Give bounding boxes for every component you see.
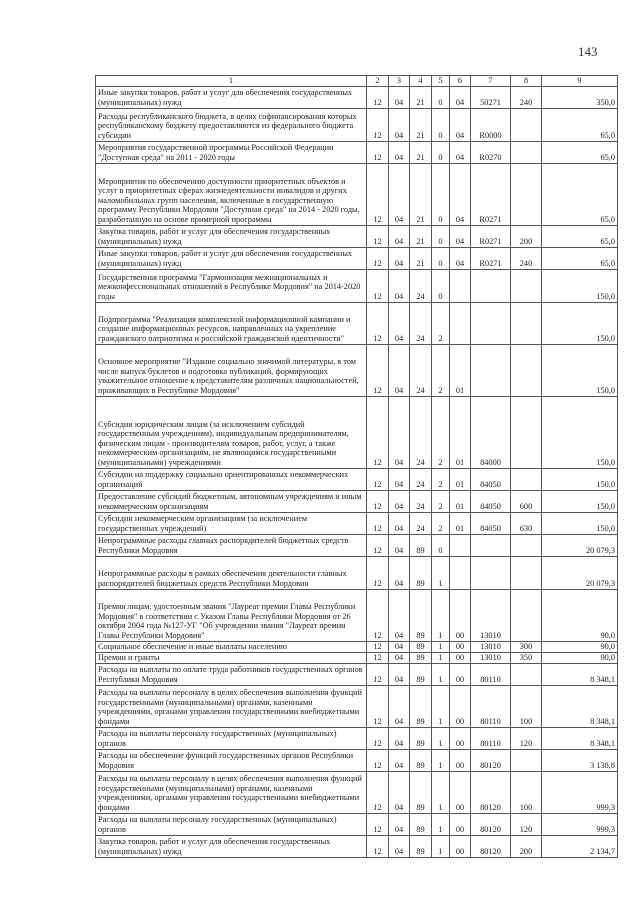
cell-amount: 150,0 <box>542 269 618 302</box>
cell-code-subprogram: 00 <box>450 813 471 835</box>
cell-code-expense-type <box>511 163 542 225</box>
cell-code-section: 04 <box>389 589 410 641</box>
cell-code-subsection: 21 <box>410 108 432 141</box>
cell-expense-name: Непрограммные расходы в рамках обеспечения деятельности главных распорядителей бюджетных средств Республики Мордовия <box>96 556 367 589</box>
cell-code-subprogram: 04 <box>450 247 471 269</box>
cell-code-target: 50271 <box>471 86 511 108</box>
cell-code-subsection: 24 <box>410 468 432 490</box>
cell-code-ministry: 12 <box>367 468 389 490</box>
table-row <box>96 685 618 727</box>
table-row <box>96 556 618 589</box>
cell-code-ministry: 12 <box>367 302 389 344</box>
cell-code-subsection: 24 <box>410 490 432 512</box>
cell-code-expense-type: 350 <box>511 652 542 663</box>
cell-code-expense-type <box>511 468 542 490</box>
table-row <box>96 108 618 141</box>
cell-expense-name: Мероприятия по обеспечению доступности приоритетных объектов и услуг в приоритетных сферах жизнедеятельности инвалидов и других маломобильных групп населения, включенные в государственную программу Республики Мордовия "Доступная среда" на 2014 - 2020 годы, разработанную на основе примерной программы <box>96 163 367 225</box>
cell-code-section: 04 <box>389 269 410 302</box>
cell-expense-name: Субсидии на поддержку социально ориентированных некоммерческих организаций <box>96 468 367 490</box>
cell-code-ministry: 12 <box>367 749 389 771</box>
table-row <box>96 344 618 396</box>
cell-code-subprogram: 00 <box>450 835 471 857</box>
cell-expense-name: Расходы на выплаты по оплате труда работников государственных органов Республики Мордовия <box>96 663 367 685</box>
cell-code-program: 0 <box>432 108 450 141</box>
cell-code-section: 04 <box>389 727 410 749</box>
cell-amount: 8 348,1 <box>542 663 618 685</box>
cell-code-program: 1 <box>432 771 450 813</box>
cell-code-section: 04 <box>389 813 410 835</box>
cell-code-ministry: 12 <box>367 589 389 641</box>
table-row <box>96 269 618 302</box>
cell-code-program: 1 <box>432 641 450 652</box>
cell-code-program: 1 <box>432 652 450 663</box>
cell-code-section: 04 <box>389 663 410 685</box>
cell-amount: 350,0 <box>542 86 618 108</box>
cell-expense-name: Расходы на выплаты персоналу в целях обеспечения выполнения функций государственными (муниципальными) органами, казенными учреждениями, органами управления государственными внебюджетными фондами <box>96 771 367 813</box>
cell-code-section: 04 <box>389 86 410 108</box>
cell-code-target: 80120 <box>471 813 511 835</box>
cell-code-program: 1 <box>432 813 450 835</box>
cell-code-target: 80110 <box>471 727 511 749</box>
cell-expense-name: Социальное обеспечение и иные выплаты населению <box>96 641 367 652</box>
cell-amount: 8 348,1 <box>542 727 618 749</box>
cell-code-expense-type <box>511 141 542 163</box>
cell-code-ministry: 12 <box>367 685 389 727</box>
cell-code-target <box>471 302 511 344</box>
table-row <box>96 302 618 344</box>
cell-code-target: 80120 <box>471 835 511 857</box>
cell-code-program: 0 <box>432 225 450 247</box>
cell-code-ministry: 12 <box>367 108 389 141</box>
cell-code-subsection: 21 <box>410 141 432 163</box>
table-row <box>96 813 618 835</box>
cell-code-target: 13010 <box>471 589 511 641</box>
cell-expense-name: Расходы на выплаты персоналу государственных (муниципальных) органов <box>96 727 367 749</box>
table-row <box>96 512 618 534</box>
cell-code-subsection: 89 <box>410 727 432 749</box>
cell-code-target: 84050 <box>471 468 511 490</box>
page-number: 143 <box>578 44 598 59</box>
cell-expense-name: Непрограммные расходы главных распорядителей бюджетных средств Республики Мордовия <box>96 534 367 556</box>
cell-code-section: 04 <box>389 556 410 589</box>
cell-code-target: 84050 <box>471 512 511 534</box>
cell-expense-name: Мероприятия государственной программы Российской Федерации "Доступная среда" на 2011 - 2020 годы <box>96 141 367 163</box>
cell-code-target: 80120 <box>471 771 511 813</box>
cell-code-ministry: 12 <box>367 225 389 247</box>
cell-code-section: 04 <box>389 685 410 727</box>
cell-code-target <box>471 556 511 589</box>
cell-expense-name: Премии и гранты <box>96 652 367 663</box>
cell-code-program: 2 <box>432 490 450 512</box>
column-header-1: 1 <box>96 76 367 87</box>
cell-code-subprogram: 01 <box>450 468 471 490</box>
cell-code-program: 1 <box>432 749 450 771</box>
cell-code-program: 0 <box>432 534 450 556</box>
cell-code-expense-type: 240 <box>511 247 542 269</box>
cell-code-ministry: 12 <box>367 247 389 269</box>
cell-amount: 65,0 <box>542 141 618 163</box>
cell-amount: 150,0 <box>542 512 618 534</box>
cell-code-expense-type <box>511 589 542 641</box>
cell-code-program: 2 <box>432 344 450 396</box>
cell-code-subprogram: 00 <box>450 727 471 749</box>
column-header-2: 2 <box>367 76 389 87</box>
cell-code-ministry: 12 <box>367 641 389 652</box>
cell-amount: 150,0 <box>542 302 618 344</box>
cell-code-ministry: 12 <box>367 835 389 857</box>
cell-code-target <box>471 269 511 302</box>
cell-code-section: 04 <box>389 749 410 771</box>
cell-code-target: 80120 <box>471 749 511 771</box>
cell-code-section: 04 <box>389 344 410 396</box>
cell-code-ministry: 12 <box>367 663 389 685</box>
cell-code-ministry: 12 <box>367 771 389 813</box>
cell-expense-name: Государственная программа "Гармонизация межнациональных и межконфессиональных отношений в Республике Мордовия" на 2014-2020 годы <box>96 269 367 302</box>
cell-code-target: 80110 <box>471 663 511 685</box>
cell-code-program: 1 <box>432 556 450 589</box>
table-row <box>96 163 618 225</box>
cell-code-target <box>471 534 511 556</box>
cell-code-section: 04 <box>389 835 410 857</box>
cell-expense-name: Субсидии некоммерческим организациям (за исключением государственных учреждений) <box>96 512 367 534</box>
cell-code-subsection: 21 <box>410 247 432 269</box>
cell-code-subsection: 24 <box>410 344 432 396</box>
cell-code-section: 04 <box>389 163 410 225</box>
cell-code-section: 04 <box>389 512 410 534</box>
cell-code-program: 2 <box>432 302 450 344</box>
table-row <box>96 771 618 813</box>
cell-code-expense-type <box>511 556 542 589</box>
cell-code-subprogram: 00 <box>450 749 471 771</box>
cell-code-subprogram: 01 <box>450 512 471 534</box>
table-row <box>96 749 618 771</box>
cell-code-ministry: 12 <box>367 534 389 556</box>
cell-code-subsection: 24 <box>410 269 432 302</box>
cell-code-section: 04 <box>389 225 410 247</box>
cell-code-expense-type: 300 <box>511 641 542 652</box>
cell-expense-name: Закупка товаров, работ и услуг для обеспечения государственных (муниципальных) нужд <box>96 225 367 247</box>
cell-code-section: 04 <box>389 490 410 512</box>
cell-code-section: 04 <box>389 302 410 344</box>
table-row <box>96 247 618 269</box>
cell-expense-name: Закупка товаров, работ и услуг для обеспечения государственных (муниципальных) нужд <box>96 835 367 857</box>
cell-code-expense-type <box>511 269 542 302</box>
table-row <box>96 468 618 490</box>
cell-code-program: 1 <box>432 727 450 749</box>
cell-code-target: 80110 <box>471 685 511 727</box>
cell-code-expense-type: 120 <box>511 813 542 835</box>
cell-code-target: 13010 <box>471 652 511 663</box>
cell-code-expense-type <box>511 534 542 556</box>
cell-code-ministry: 12 <box>367 652 389 663</box>
cell-code-program: 1 <box>432 685 450 727</box>
cell-code-expense-type <box>511 302 542 344</box>
cell-code-ministry: 12 <box>367 141 389 163</box>
cell-code-subsection: 21 <box>410 225 432 247</box>
cell-code-expense-type <box>511 396 542 468</box>
cell-code-expense-type: 200 <box>511 835 542 857</box>
column-header-4: 4 <box>410 76 432 87</box>
cell-amount: 20 079,3 <box>542 556 618 589</box>
table-row <box>96 534 618 556</box>
cell-code-ministry: 12 <box>367 490 389 512</box>
cell-code-subprogram: 00 <box>450 685 471 727</box>
cell-code-subprogram: 00 <box>450 771 471 813</box>
cell-expense-name: Расходы на обеспечение функций государственных органов Республики Мордовия <box>96 749 367 771</box>
table-row <box>96 589 618 641</box>
cell-code-subprogram: 00 <box>450 652 471 663</box>
cell-code-subprogram: 04 <box>450 141 471 163</box>
cell-code-section: 04 <box>389 396 410 468</box>
table-body <box>96 86 618 857</box>
cell-code-program: 0 <box>432 163 450 225</box>
column-header-8: 8 <box>511 76 542 87</box>
cell-amount: 65,0 <box>542 225 618 247</box>
cell-amount: 999,3 <box>542 771 618 813</box>
cell-code-subprogram: 01 <box>450 490 471 512</box>
cell-code-subprogram <box>450 302 471 344</box>
cell-code-subsection: 24 <box>410 396 432 468</box>
cell-expense-name: Основное мероприятие "Издание социально значимой литературы, в том числе выпуск буклетов и подготовка публикаций, формирующих уважительное отношение к представителям различных национальностей, проживающих в Республике Мордовия" <box>96 344 367 396</box>
cell-code-subsection: 89 <box>410 771 432 813</box>
cell-code-expense-type: 630 <box>511 512 542 534</box>
cell-code-subsection: 24 <box>410 302 432 344</box>
cell-code-ministry: 12 <box>367 556 389 589</box>
cell-code-section: 04 <box>389 652 410 663</box>
cell-code-subprogram: 01 <box>450 396 471 468</box>
cell-code-target: R0271 <box>471 247 511 269</box>
cell-code-expense-type <box>511 344 542 396</box>
table-row <box>96 727 618 749</box>
cell-code-subprogram <box>450 534 471 556</box>
table-row <box>96 141 618 163</box>
cell-code-subsection: 89 <box>410 652 432 663</box>
cell-code-target: R0271 <box>471 225 511 247</box>
table-row <box>96 663 618 685</box>
cell-amount: 65,0 <box>542 108 618 141</box>
cell-code-program: 0 <box>432 247 450 269</box>
cell-code-expense-type <box>511 749 542 771</box>
cell-code-target: R0271 <box>471 163 511 225</box>
cell-code-subsection: 89 <box>410 534 432 556</box>
cell-amount: 3 138,8 <box>542 749 618 771</box>
cell-code-ministry: 12 <box>367 512 389 534</box>
cell-code-expense-type: 100 <box>511 685 542 727</box>
cell-amount: 150,0 <box>542 468 618 490</box>
cell-code-ministry: 12 <box>367 86 389 108</box>
cell-code-program: 0 <box>432 86 450 108</box>
cell-expense-name: Иные закупки товаров, работ и услуг для обеспечения государственных (муниципальных) нужд <box>96 247 367 269</box>
cell-amount: 150,0 <box>542 396 618 468</box>
cell-amount: 90,0 <box>542 641 618 652</box>
cell-code-program: 2 <box>432 512 450 534</box>
cell-code-target: 84000 <box>471 396 511 468</box>
cell-code-subsection: 89 <box>410 641 432 652</box>
cell-code-expense-type <box>511 108 542 141</box>
table-row <box>96 86 618 108</box>
cell-code-program: 2 <box>432 468 450 490</box>
column-header-3: 3 <box>389 76 410 87</box>
column-header-9: 9 <box>542 76 618 87</box>
cell-code-subprogram: 04 <box>450 108 471 141</box>
cell-amount: 999,3 <box>542 813 618 835</box>
cell-expense-name: Расходы на выплаты персоналу в целях обеспечения выполнения функций государственными (муниципальными) органами, казенными учреждениями, органами управления государственными внебюджетными фондами <box>96 685 367 727</box>
cell-code-section: 04 <box>389 534 410 556</box>
cell-code-program: 1 <box>432 663 450 685</box>
cell-code-program: 1 <box>432 589 450 641</box>
cell-expense-name: Субсидии юридическим лицам (за исключением субсидий государственным учреждениям), индивидуальным предпринимателям, физическим лицам - производителям товаров, работ, услуг, а также некоммерческим организациям, не являющимся государственными (муниципальными) учреждениями <box>96 396 367 468</box>
cell-code-ministry: 12 <box>367 163 389 225</box>
cell-code-ministry: 12 <box>367 727 389 749</box>
cell-amount: 90,0 <box>542 589 618 641</box>
cell-code-target <box>471 344 511 396</box>
table-row <box>96 490 618 512</box>
cell-code-expense-type: 200 <box>511 225 542 247</box>
cell-code-subprogram <box>450 269 471 302</box>
cell-code-subsection: 21 <box>410 86 432 108</box>
cell-code-expense-type: 100 <box>511 771 542 813</box>
cell-expense-name: Предоставление субсидий бюджетным, автономным учреждениям и иным некоммерческим организациям <box>96 490 367 512</box>
cell-code-section: 04 <box>389 771 410 813</box>
cell-code-subsection: 21 <box>410 163 432 225</box>
cell-code-ministry: 12 <box>367 813 389 835</box>
cell-code-subprogram: 00 <box>450 663 471 685</box>
cell-code-section: 04 <box>389 247 410 269</box>
cell-code-target: 84050 <box>471 490 511 512</box>
cell-code-section: 04 <box>389 468 410 490</box>
table-row <box>96 641 618 652</box>
cell-amount: 20 079,3 <box>542 534 618 556</box>
cell-code-program: 0 <box>432 141 450 163</box>
table-row <box>96 225 618 247</box>
column-header-7: 7 <box>471 76 511 87</box>
cell-code-section: 04 <box>389 641 410 652</box>
cell-code-subsection: 89 <box>410 813 432 835</box>
cell-amount: 2 134,7 <box>542 835 618 857</box>
cell-code-subsection: 89 <box>410 685 432 727</box>
cell-code-subsection: 89 <box>410 556 432 589</box>
cell-code-subprogram: 00 <box>450 641 471 652</box>
cell-code-target: R0000 <box>471 108 511 141</box>
cell-code-expense-type: 120 <box>511 727 542 749</box>
column-header-5: 5 <box>432 76 450 87</box>
cell-code-expense-type <box>511 663 542 685</box>
cell-expense-name: Расходы на выплаты персоналу государственных (муниципальных) органов <box>96 813 367 835</box>
cell-amount: 150,0 <box>542 490 618 512</box>
cell-code-ministry: 12 <box>367 269 389 302</box>
cell-amount: 65,0 <box>542 163 618 225</box>
table-row <box>96 396 618 468</box>
cell-code-expense-type: 240 <box>511 86 542 108</box>
cell-code-section: 04 <box>389 141 410 163</box>
cell-amount: 90,0 <box>542 652 618 663</box>
cell-expense-name: Подпрограмма "Реализация комплексной информационной кампании и создание информационных ресурсов, направленных на укрепление гражданского патриотизма и российской гражданской идентичности" <box>96 302 367 344</box>
cell-code-subprogram <box>450 556 471 589</box>
budget-table <box>95 75 618 858</box>
cell-code-subprogram: 04 <box>450 86 471 108</box>
cell-code-target: R0270 <box>471 141 511 163</box>
cell-code-subsection: 89 <box>410 749 432 771</box>
cell-code-target: 13010 <box>471 641 511 652</box>
cell-code-ministry: 12 <box>367 396 389 468</box>
cell-code-section: 04 <box>389 108 410 141</box>
cell-amount: 150,0 <box>542 344 618 396</box>
cell-code-subprogram: 04 <box>450 225 471 247</box>
cell-expense-name: Расходы республиканского бюджета, в целях софинансирования которых республиканскому бюджету предоставляются из федерального бюджета субсидии <box>96 108 367 141</box>
cell-code-subprogram: 01 <box>450 344 471 396</box>
cell-code-subsection: 89 <box>410 835 432 857</box>
cell-expense-name: Премия лицам, удостоенным звания "Лауреат премии Главы Республики Мордовия" в соответствии с Указом Главы Республики Мордовия от 26 октября 2004 года №127-УГ "Об учреждении звания "Лауреат премии Главы Республики Мордовия" <box>96 589 367 641</box>
cell-code-ministry: 12 <box>367 344 389 396</box>
cell-code-program: 1 <box>432 835 450 857</box>
cell-amount: 65,0 <box>542 247 618 269</box>
cell-code-subsection: 89 <box>410 589 432 641</box>
cell-code-subsection: 24 <box>410 512 432 534</box>
cell-code-subprogram: 00 <box>450 589 471 641</box>
table-row <box>96 835 618 857</box>
column-header-6: 6 <box>450 76 471 87</box>
header-row <box>96 76 618 87</box>
table-row <box>96 652 618 663</box>
cell-expense-name: Иные закупки товаров, работ и услуг для обеспечения государственных (муниципальных) нужд <box>96 86 367 108</box>
cell-code-subsection: 89 <box>410 663 432 685</box>
table-header <box>96 76 618 87</box>
cell-code-subprogram: 04 <box>450 163 471 225</box>
cell-code-expense-type: 600 <box>511 490 542 512</box>
cell-amount: 8 348,1 <box>542 685 618 727</box>
cell-code-program: 2 <box>432 396 450 468</box>
cell-code-program: 0 <box>432 269 450 302</box>
